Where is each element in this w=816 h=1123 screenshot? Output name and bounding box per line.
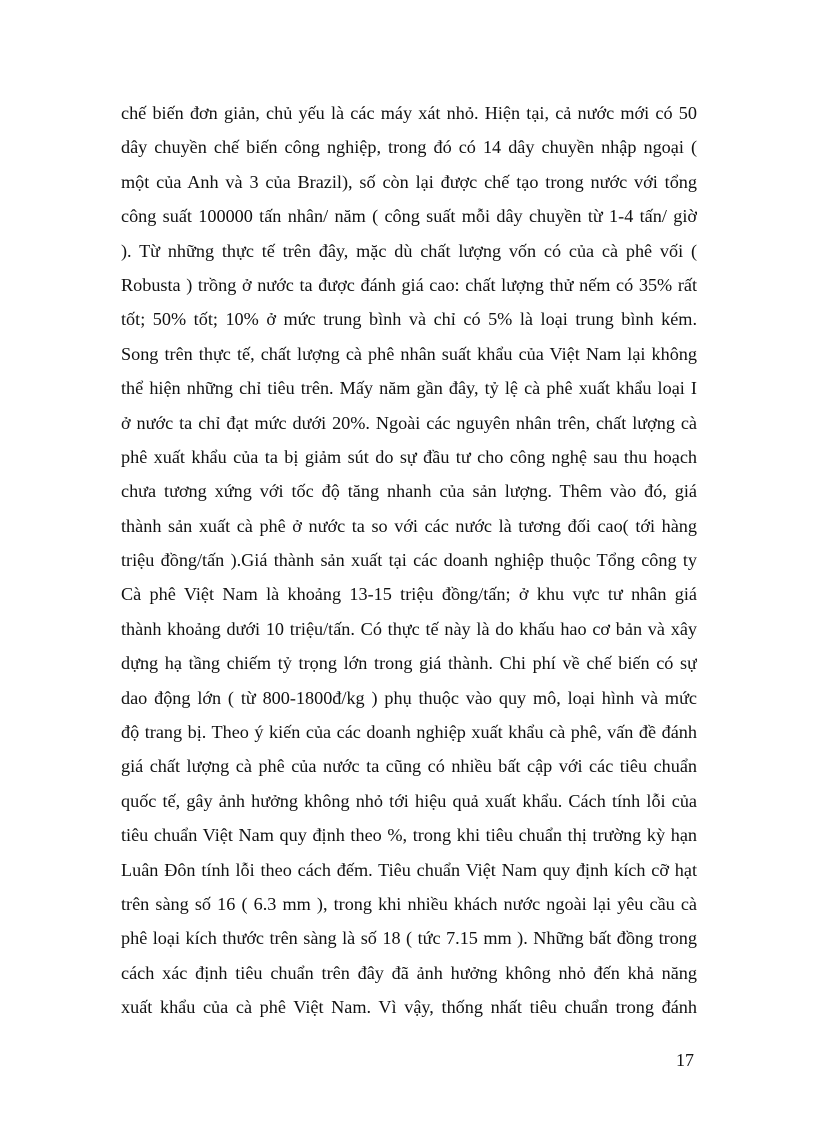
text-line: một của Anh và 3 của Brazil), số còn lại được chế tạo trong nước với tổng [121,171,697,192]
page-number: 17 [676,1050,694,1070]
text-line: ). Từ những thực tế trên đây, mặc dù chất lượng vốn có của cà phê vối ( [121,240,697,261]
text-line: ở nước ta chỉ đạt mức dưới 20%. Ngoài các nguyên nhân trên, chất lượng cà [121,412,697,433]
text-line: quốc tế, gây ảnh hưởng không nhỏ tới hiệu quả xuất khẩu. Cách tính lỗi của [121,790,697,811]
text-line: dao động lớn ( từ 800-1800đ/kg ) phụ thuộc vào quy mô, loại hình và mức [121,687,697,708]
text-line: Song trên thực tế, chất lượng cà phê nhân suất khẩu của Việt Nam lại không [121,343,697,364]
text-line: độ trang bị. Theo ý kiến của các doanh nghiệp xuất khẩu cà phê, vấn đề đánh [121,722,697,743]
text-line: cách xác định tiêu chuẩn trên đây đã ảnh hưởng không nhỏ đến khả năng [121,962,697,983]
text-line: dựng hạ tầng chiếm tỷ trọng lớn trong giá thành. Chi phí về chế biến có sự [121,653,697,674]
text-line: Cà phê Việt Nam là khoảng 13-15 triệu đồng/tấn; ở khu vực tư nhân giá [121,584,697,605]
text-line: tiêu chuẩn Việt Nam quy định theo %, trong khi tiêu chuẩn thị trường kỳ hạn [121,825,697,846]
text-line: triệu đồng/tấn ).Giá thành sản xuất tại các doanh nghiệp thuộc Tổng công ty [121,550,697,571]
text-line: Luân Đôn tính lỗi theo cách đếm. Tiêu chuẩn Việt Nam quy định kích cỡ hạt [121,859,697,880]
text-line: phê loại kích thước trên sàng là số 18 ( tức 7.15 mm ). Những bất đồng trong [121,928,697,949]
text-line: giá chất lượng cà phê của nước ta cũng có nhiều bất cập với các tiêu chuẩn [121,756,697,777]
text-line: trên sàng số 16 ( 6.3 mm ), trong khi nhiều khách nước ngoài lại yêu cầu cà [121,893,697,914]
text-line: chưa tương xứng với tốc độ tăng nhanh của sản lượng. Thêm vào đó, giá [121,481,697,502]
text-line: xuất khẩu của cà phê Việt Nam. Vì vậy, thống nhất tiêu chuẩn trong đánh [121,997,697,1018]
text-line: phê xuất khẩu của ta bị giảm sút do sự đầu tư cho công nghệ sau thu hoạch [121,446,697,467]
text-line: thành sản xuất cà phê ở nước ta so với các nước là tương đối cao( tới hàng [121,515,697,536]
text-line: thể hiện những chỉ tiêu trên. Mấy năm gần đây, tỷ lệ cà phê xuất khẩu loại I [121,378,697,399]
text-line: tốt; 50% tốt; 10% ở mức trung bình và chỉ có 5% là loại trung bình kém. [121,309,697,330]
text-line: chế biến đơn giản, chủ yếu là các máy xát nhỏ. Hiện tại, cả nước mới có 50 [121,103,697,123]
text-line: thành khoảng dưới 10 triệu/tấn. Có thực tế này là do khấu hao cơ bản và xây [121,618,697,639]
text-line: Robusta ) trồng ở nước ta được đánh giá cao: chất lượng thử nếm có 35% rất [121,274,697,295]
body-text [121,96,697,1025]
text-line: công suất 100000 tấn nhân/ năm ( công suất mỗi dây chuyền từ 1-4 tấn/ giờ [121,206,697,227]
text-line: dây chuyền chế biến công nghiệp, trong đó có 14 dây chuyền nhập ngoại ( [121,137,697,158]
